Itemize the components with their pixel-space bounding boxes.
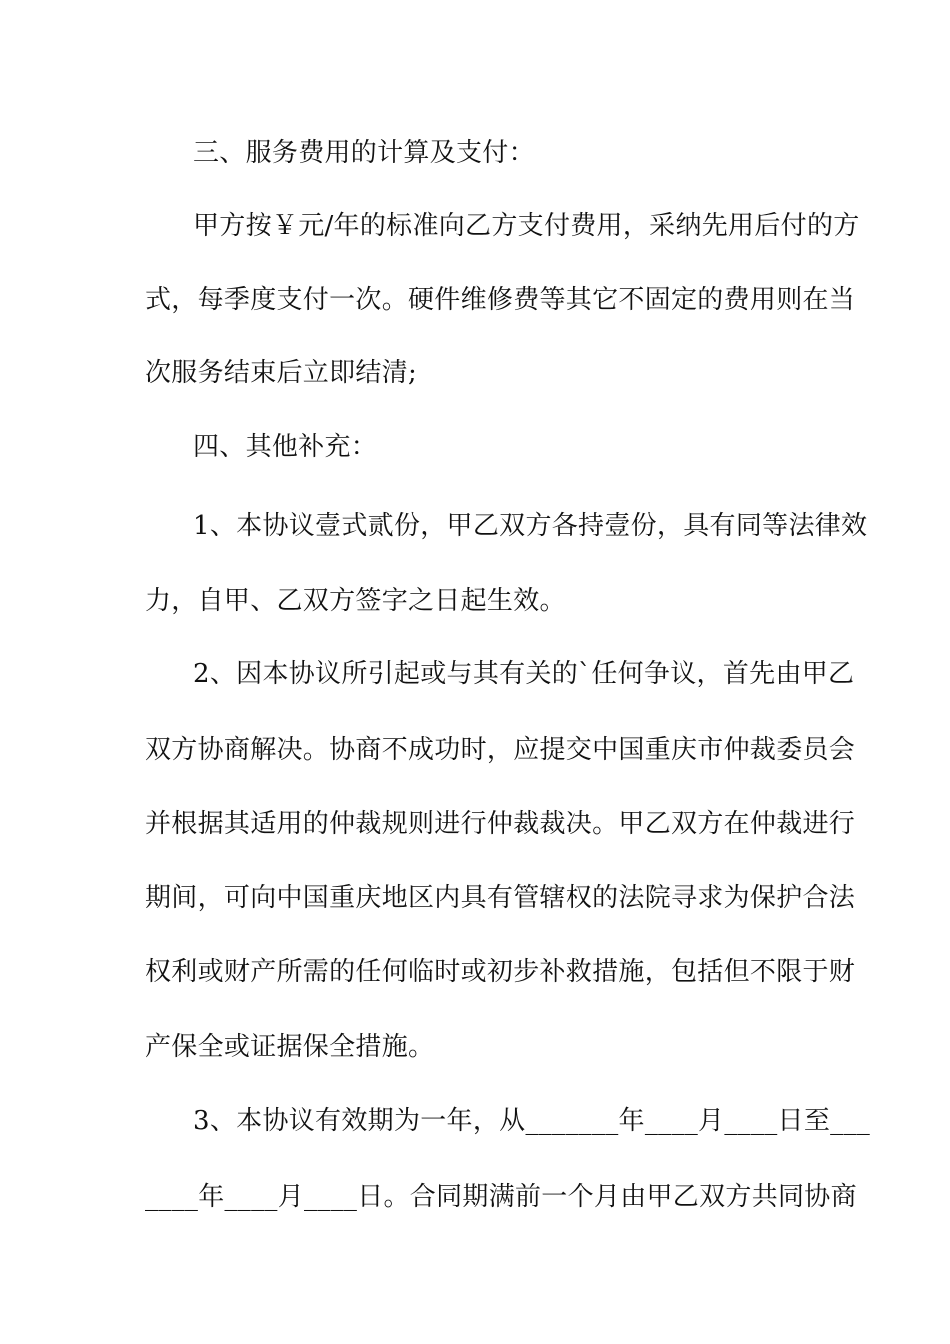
paragraph-line: 甲方按￥元/年的标准向乙方支付费用，采纳先用后付的方 <box>193 211 860 241</box>
paragraph-line: 2、因本协议所引起或与其有关的`任何争议，首先由甲乙 <box>193 659 855 689</box>
paragraph-line: 期间，可向中国重庆地区内具有管辖权的法院寻求为保护合法 <box>145 883 856 913</box>
paragraph-line: 3、本协议有效期为一年，从_______年____月____日至___ <box>193 1106 871 1136</box>
paragraph-line: 产保全或证据保全措施。 <box>145 1032 435 1062</box>
paragraph-line: 式，每季度支付一次。硬件维修费等其它不固定的费用则在当 <box>145 285 856 315</box>
section-3-heading: 三、服务费用的计算及支付： <box>193 138 535 168</box>
paragraph-line: 次服务结束后立即结清; <box>145 358 418 388</box>
paragraph-line: 并根据其适用的仲裁规则进行仲裁裁决。甲乙双方在仲裁进行 <box>145 809 856 839</box>
paragraph-line: ____年____月____日。合同期满前一个月由甲乙双方共同协商 <box>145 1182 857 1212</box>
paragraph-line: 1、本协议壹式贰份，甲乙双方各持壹份，具有同等法律效 <box>193 511 868 541</box>
paragraph-line: 权利或财产所需的任何临时或初步补救措施，包括但不限于财 <box>145 957 856 987</box>
paragraph-line: 力，自甲、乙双方签字之日起生效。 <box>145 586 566 616</box>
paragraph-line: 双方协商解决。协商不成功时，应提交中国重庆市仲裁委员会 <box>145 735 856 765</box>
section-4-heading: 四、其他补充： <box>193 432 378 462</box>
